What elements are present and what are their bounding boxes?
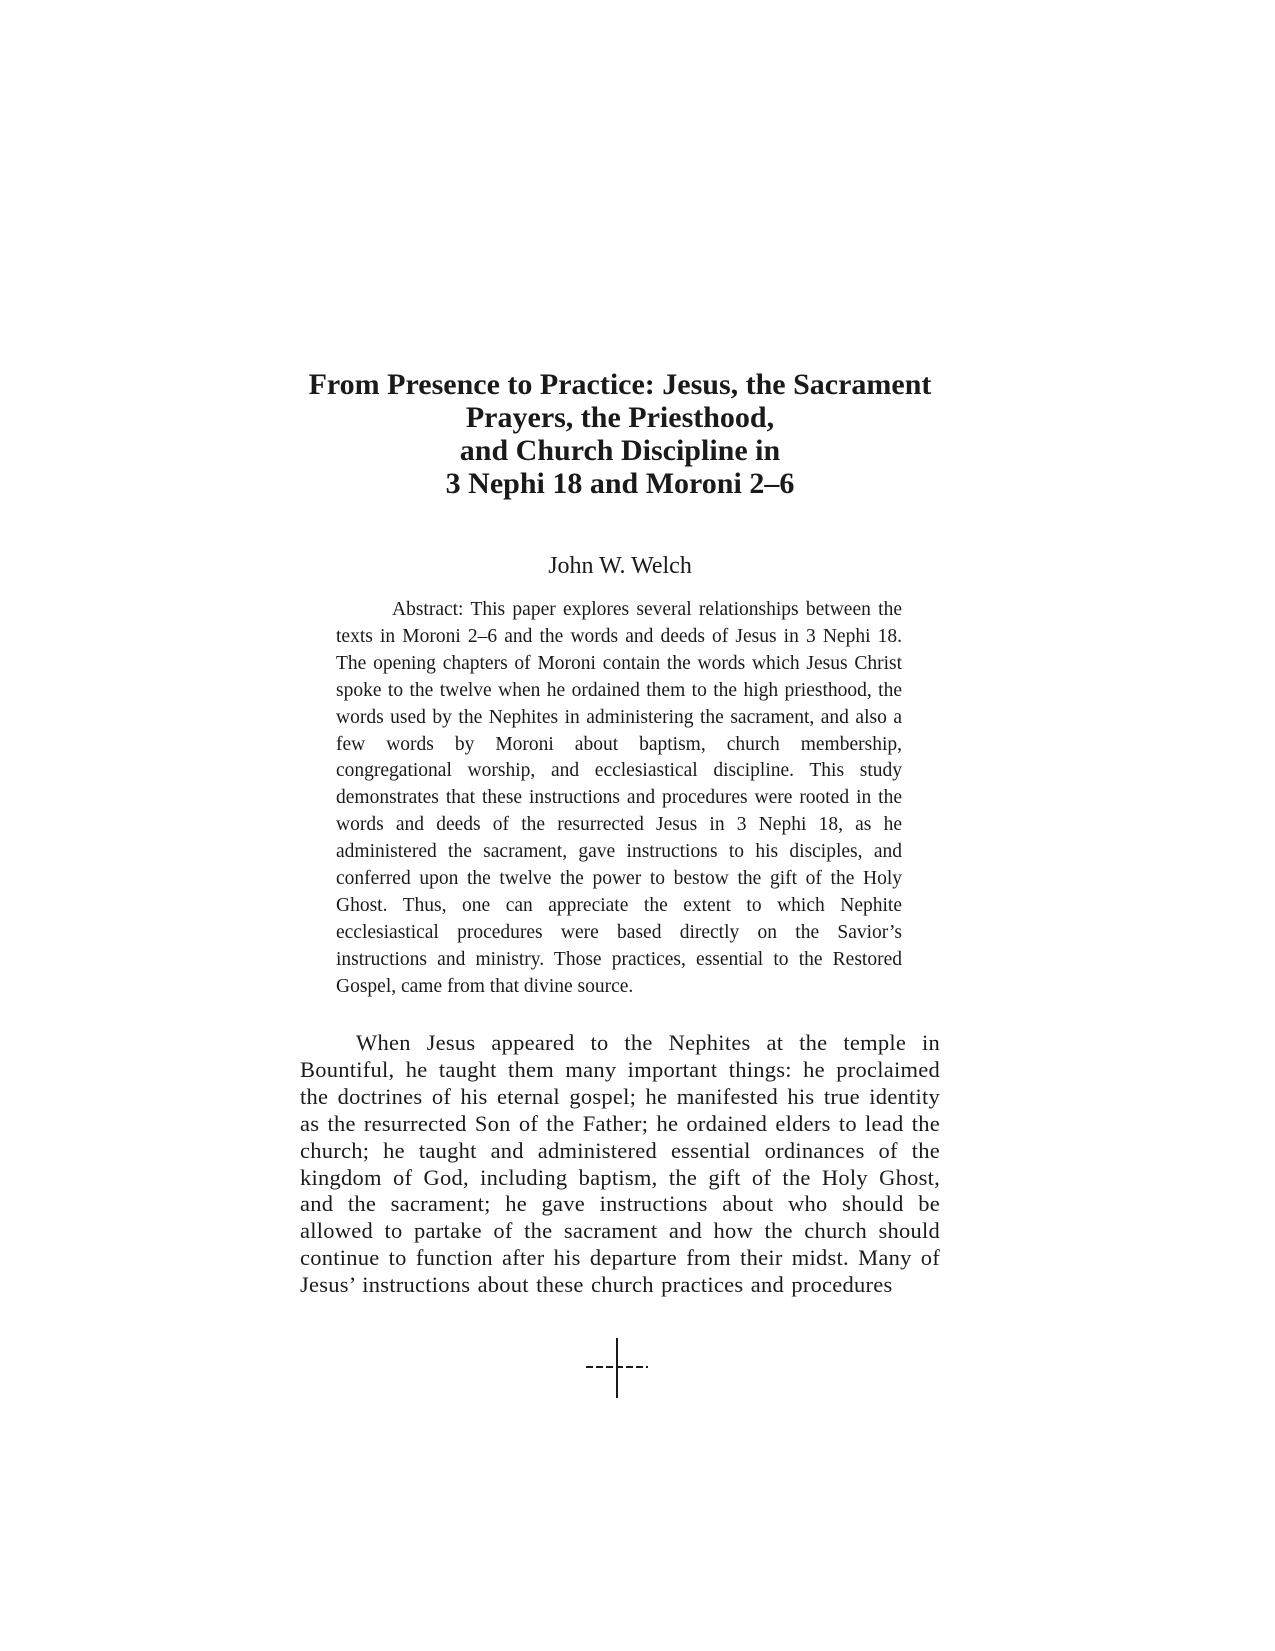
title-line-2: Prayers, the Priesthood, xyxy=(465,401,775,434)
body-paragraph: When Jesus appeared to the Nephites at the temple in Bountiful, he taught them many important things: he proclaimed the doctrines of his eternal gospel; he manifested his true identity as the resurrected Son of the Father; he ordained elders to lead the church; he taught and administered essential ordinances of the kingdom of God, including baptism, the gift of the Holy Ghost, and the sacrament; he gave instructions about who should be allowed to partake of the sacrament and how the church should continue to function after his departure from their midst. Many of Jesus’ instructions about these church practices and procedures xyxy=(300,1030,940,1298)
author-name: John W. Welch xyxy=(548,553,692,579)
article-title xyxy=(300,368,940,500)
title-line-3: and Church Discipline in xyxy=(459,434,781,467)
crop-mark-icon xyxy=(584,1338,650,1398)
title-line-4: 3 Nephi 18 and Moroni 2–6 xyxy=(445,467,795,500)
abstract-paragraph: Abstract: This paper explores several relationships between the texts in Moroni 2–6 and the words and deeds of Jesus in 3 Nephi 18. The opening chapters of Moroni contain the words which Jesus Christ spoke to the twelve when he ordained them to the high priesthood, the words used by the Nephites in administering the sacrament, and also a few words by Moroni about baptism, church membership, congregational worship, and ecclesiastical discipline. This study demonstrates that these instructions and procedures were rooted in the words and deeds of the resurrected Jesus in 3 Nephi 18, as he administered the sacrament, gave instructions to his disciples, and conferred upon the twelve the power to bestow the gift of the Holy Ghost. Thus, one can appreciate the extent to which Nephite ecclesiastical procedures were based directly on the Savior’s instructions and ministry. Those practices, essential to the Restored Gospel, came from that divine source. xyxy=(336,599,902,997)
title-line-1: From Presence to Practice: Jesus, the Sacrament xyxy=(308,368,932,401)
